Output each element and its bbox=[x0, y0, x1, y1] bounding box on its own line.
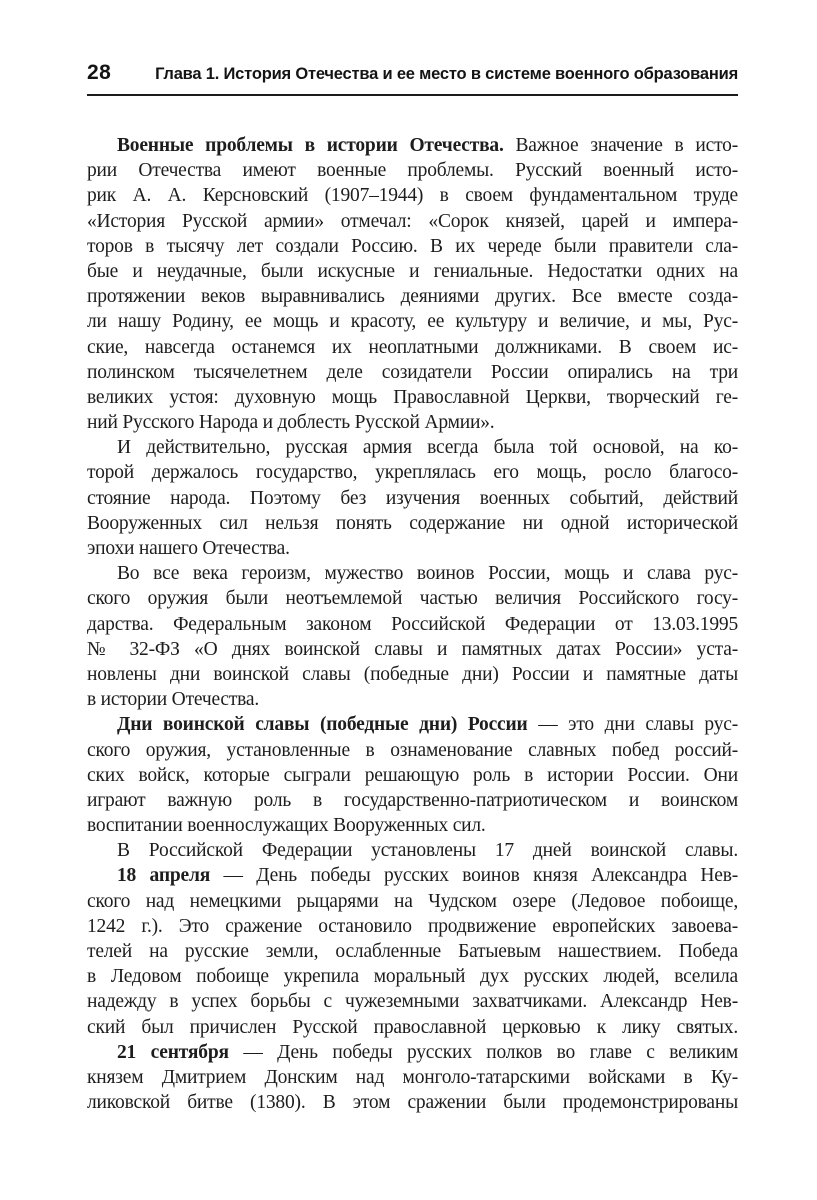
text-line bbox=[87, 209, 738, 234]
text-segment: Важное значение в исто- bbox=[503, 135, 738, 156]
text-line bbox=[87, 284, 738, 309]
page-header bbox=[87, 61, 738, 96]
text-line bbox=[87, 536, 738, 561]
text-segment: И действительно, русская армия всегда была той основой, на ко- bbox=[117, 437, 738, 459]
text-segment: эпохи нашего Отечества. bbox=[87, 538, 290, 559]
text-line bbox=[87, 838, 738, 863]
text-segment: ского над немецкими рыцарями на Чудском озере (Ледовое побоище, bbox=[87, 890, 738, 912]
text-line bbox=[87, 259, 738, 284]
text-segment: ский был причислен Русской православной церковью к лику святых. bbox=[87, 1016, 738, 1038]
text-line bbox=[87, 813, 738, 838]
text-segment: воспитании военнослужащих Вооруженных сил. bbox=[87, 815, 486, 837]
text-segment: ликовской битве (1380). В этом сражении были продемонстрированы bbox=[87, 1092, 738, 1114]
text-line bbox=[87, 889, 738, 914]
text-segment: князем Дмитрием Донским над монголо-татарскими войсками в Ку- bbox=[87, 1066, 738, 1088]
text-line bbox=[87, 989, 738, 1014]
text-line bbox=[87, 1090, 738, 1115]
text-line bbox=[87, 637, 738, 662]
text-segment: Во все века героизм, мужество воинов России, мощь и слава рус- bbox=[117, 563, 738, 585]
text-line bbox=[87, 1015, 738, 1040]
running-title: Глава 1. История Отечества и ее место в системе военного образования bbox=[155, 65, 738, 83]
text-segment: новлены дни воинской славы (победные дни) России и памятные даты bbox=[87, 663, 738, 685]
text-segment: — День победы русских воинов князя Александра Нев- bbox=[210, 865, 738, 887]
text-line bbox=[87, 687, 738, 712]
text-segment: играют важную роль в государственно-патриотическом и воинском bbox=[87, 789, 738, 811]
text-segment: полинском тысячелетнем деле созидатели России опирались на три bbox=[87, 361, 738, 383]
text-segment: дарства. Федеральным законом Российской Федерации от 13.03.1995 bbox=[87, 613, 738, 635]
bold-lead: 21 сентября bbox=[117, 1041, 229, 1063]
text-segment: ли нашу Родину, ее мощь и красоту, ее культуру и величие, и мы, Рус- bbox=[87, 311, 738, 333]
text-segment: — День победы русских полков во главе с великим bbox=[228, 1041, 738, 1063]
text-block bbox=[87, 133, 738, 1115]
text-line bbox=[87, 385, 738, 410]
text-segment: ний Русского Народа и доблесть Русской Армии». bbox=[87, 412, 495, 434]
text-line bbox=[87, 914, 738, 939]
text-line bbox=[87, 234, 738, 259]
text-line bbox=[87, 1040, 738, 1065]
text-segment: ских войск, которые сыграли решающую роль в истории России. Они bbox=[87, 764, 738, 786]
paragraph bbox=[87, 1040, 738, 1116]
text-segment: стояние народа. Поэтому без изучения военных событий, действий bbox=[87, 487, 738, 509]
text-line bbox=[87, 360, 738, 385]
text-segment: ские, навсегда останемся их неоплатными должниками. В своем ис- bbox=[87, 336, 738, 358]
text-segment: телей на русские земли, ослабленные Батыевым нашествием. Победа bbox=[87, 941, 738, 962]
text-line bbox=[87, 158, 738, 183]
text-line bbox=[87, 133, 738, 158]
text-line bbox=[87, 335, 738, 360]
text-segment: рии Отечества имеют военные проблемы. Русский военный исто- bbox=[87, 160, 738, 182]
text-line bbox=[87, 1065, 738, 1090]
text-segment: — это дни славы рус- bbox=[527, 714, 738, 736]
text-segment: ского оружия, установленные в ознаменование славных побед россий- bbox=[87, 739, 738, 761]
text-line bbox=[87, 788, 738, 813]
text-line bbox=[87, 309, 738, 334]
text-line bbox=[87, 460, 738, 485]
paragraph bbox=[87, 561, 738, 712]
text-line bbox=[87, 612, 738, 637]
text-segment: великих устоя: духовную мощь Православной Церкви, творческий ге- bbox=[87, 386, 738, 408]
bold-lead: Дни воинской славы (победные дни) России bbox=[117, 714, 528, 736]
text-segment: № 32-ФЗ «О днях воинской славы и памятных датах России» уста- bbox=[87, 638, 738, 660]
paragraph bbox=[87, 712, 738, 838]
text-line bbox=[87, 712, 738, 737]
text-segment: протяжении веков выравнивались деяниями других. Все вместе созда- bbox=[87, 286, 738, 308]
text-line bbox=[87, 511, 738, 536]
text-line bbox=[87, 183, 738, 208]
page-number: 28 bbox=[87, 61, 112, 84]
text-segment: торов в тысячу лет создали Россию. В их череде были правители сла- bbox=[87, 235, 738, 257]
text-segment: «История Русской армии» отмечал: «Сорок князей, царей и импера- bbox=[87, 210, 738, 232]
paragraph bbox=[87, 435, 738, 561]
text-line bbox=[87, 561, 738, 586]
text-line bbox=[87, 586, 738, 611]
text-line bbox=[87, 964, 738, 989]
text-line bbox=[87, 939, 738, 964]
text-segment: торой держалось государство, укреплялась его мощь, росло благосо- bbox=[87, 462, 738, 484]
text-line bbox=[87, 410, 738, 435]
paragraph bbox=[87, 133, 738, 435]
text-segment: Вооруженных сил нельзя понять содержание ни одной исторической bbox=[87, 512, 738, 534]
text-line bbox=[87, 662, 738, 687]
text-segment: В Российской Федерации установлены 17 дней воинской славы. bbox=[117, 840, 738, 862]
paragraph bbox=[87, 838, 738, 863]
text-line bbox=[87, 435, 738, 460]
text-segment: ского оружия были неотъемлемой частью величия Российского госу- bbox=[87, 588, 738, 610]
text-line bbox=[87, 763, 738, 788]
text-segment: рик А. А. Керсновский (1907–1944) в своем фундаментальном труде bbox=[87, 185, 738, 207]
text-segment: надежду в успех борьбы с чужеземными захватчиками. Александр Нев- bbox=[87, 991, 738, 1013]
text-segment: бые и неудачные, были искусные и гениальные. Недостатки одних на bbox=[87, 260, 738, 282]
paragraph bbox=[87, 863, 738, 1039]
text-segment: 1242 г.). Это сражение остановило продвижение европейских завоева- bbox=[87, 915, 738, 937]
bold-lead: Военные проблемы в истории Отечества. bbox=[117, 135, 504, 156]
text-line bbox=[87, 863, 738, 888]
text-line bbox=[87, 738, 738, 763]
text-segment: в Ледовом побоище укрепила моральный дух русских людей, вселила bbox=[87, 966, 738, 988]
bold-lead: 18 апреля bbox=[117, 865, 211, 887]
text-segment: в истории Отечества. bbox=[87, 689, 260, 711]
text-line bbox=[87, 486, 738, 511]
